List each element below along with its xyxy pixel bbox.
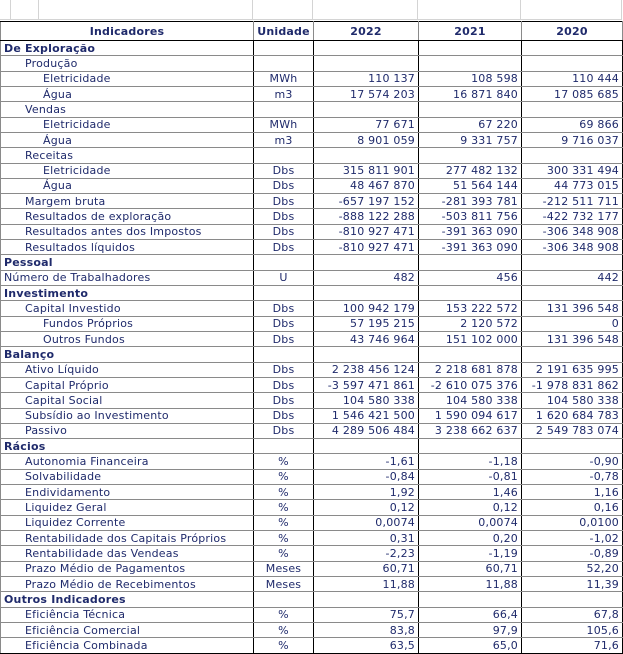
section-header-row xyxy=(1,255,623,270)
value-cell-2021[interactable]: 108 598 xyxy=(419,71,522,86)
unit-cell[interactable]: MWh xyxy=(254,71,314,86)
indicator-label[interactable]: Fundos Próprios xyxy=(1,316,254,331)
table-row xyxy=(1,224,623,239)
value-cell-2022[interactable]: 63,5 xyxy=(314,638,419,653)
value-cell-2021[interactable]: 3 238 662 637 xyxy=(419,423,522,438)
unit-cell[interactable]: m3 xyxy=(254,86,314,101)
empty-cell[interactable] xyxy=(419,439,522,454)
unit-cell[interactable]: % xyxy=(254,546,314,561)
unit-cell[interactable]: % xyxy=(254,500,314,515)
table-row xyxy=(1,178,623,193)
unit-cell[interactable]: Dbs xyxy=(254,301,314,316)
value-cell-2021[interactable]: 1 590 094 617 xyxy=(419,408,522,423)
indicator-label[interactable]: Rentabilidade dos Capitais Próprios xyxy=(1,531,254,546)
table-row xyxy=(1,469,623,484)
indicator-label[interactable]: Outros Fundos xyxy=(1,331,254,346)
table-row xyxy=(1,607,623,622)
value-cell-2020[interactable]: 1 620 684 783 xyxy=(522,408,623,423)
value-cell-2022[interactable]: -0,84 xyxy=(314,469,419,484)
grid-cell[interactable] xyxy=(39,0,253,20)
value-cell-2021[interactable]: 66,4 xyxy=(419,607,522,622)
value-cell-2020[interactable]: -1 978 831 862 xyxy=(522,377,623,392)
unit-cell[interactable]: Dbs xyxy=(254,163,314,178)
indicator-label[interactable]: Eletricidade xyxy=(1,117,254,132)
value-cell-2020[interactable]: 104 580 338 xyxy=(522,393,623,408)
unit-cell[interactable]: % xyxy=(254,454,314,469)
indicator-label[interactable]: Endividamento xyxy=(1,485,254,500)
value-cell-2022[interactable]: 110 137 xyxy=(314,71,419,86)
value-cell-2021[interactable]: -1,18 xyxy=(419,454,522,469)
section-title[interactable]: Pessoal xyxy=(1,255,254,270)
value-cell-2021[interactable]: 11,88 xyxy=(419,576,522,591)
empty-cell[interactable] xyxy=(314,286,419,301)
value-cell-2022[interactable]: -1,61 xyxy=(314,454,419,469)
table-row xyxy=(1,163,623,178)
value-cell-2021[interactable]: 9 331 757 xyxy=(419,132,522,147)
value-cell-2022[interactable]: 1 546 421 500 xyxy=(314,408,419,423)
value-cell-2021[interactable]: 0,20 xyxy=(419,531,522,546)
value-cell-2022[interactable]: 1,92 xyxy=(314,485,419,500)
value-cell-2020[interactable]: 69 866 xyxy=(522,117,623,132)
value-cell-2020[interactable]: 17 085 685 xyxy=(522,86,623,101)
grid-cell[interactable] xyxy=(313,0,418,20)
top-grid-strip xyxy=(0,0,623,22)
indicator-label[interactable]: Capital Investido xyxy=(1,301,254,316)
unit-cell[interactable]: % xyxy=(254,607,314,622)
unit-cell[interactable]: Dbs xyxy=(254,194,314,209)
value-cell-2021[interactable] xyxy=(419,148,522,163)
value-cell-2021[interactable]: -2 610 075 376 xyxy=(419,377,522,392)
empty-cell[interactable] xyxy=(522,347,623,362)
empty-cell[interactable] xyxy=(419,255,522,270)
unit-cell[interactable]: Dbs xyxy=(254,377,314,392)
value-cell-2021[interactable]: -391 363 090 xyxy=(419,240,522,255)
value-cell-2022[interactable]: 0,0074 xyxy=(314,515,419,530)
value-cell-2020[interactable]: 131 396 548 xyxy=(522,331,623,346)
value-cell-2021[interactable]: 153 222 572 xyxy=(419,301,522,316)
section-header-row xyxy=(1,41,623,56)
value-cell-2020[interactable]: -306 348 908 xyxy=(522,224,623,239)
value-cell-2022[interactable] xyxy=(314,102,419,117)
table-row xyxy=(1,270,623,285)
empty-cell[interactable] xyxy=(522,439,623,454)
value-cell-2021[interactable]: 97,9 xyxy=(419,622,522,637)
value-cell-2020[interactable]: -306 348 908 xyxy=(522,240,623,255)
value-cell-2022[interactable]: -657 197 152 xyxy=(314,194,419,209)
value-cell-2022[interactable]: 8 901 059 xyxy=(314,132,419,147)
value-cell-2022[interactable]: 11,88 xyxy=(314,576,419,591)
value-cell-2020[interactable] xyxy=(522,148,623,163)
unit-cell[interactable]: % xyxy=(254,515,314,530)
value-cell-2021[interactable]: 104 580 338 xyxy=(419,393,522,408)
value-cell-2022[interactable]: 482 xyxy=(314,270,419,285)
unit-cell[interactable]: Dbs xyxy=(254,423,314,438)
value-cell-2022[interactable]: 17 574 203 xyxy=(314,86,419,101)
value-cell-2021[interactable]: 51 564 144 xyxy=(419,178,522,193)
value-cell-2021[interactable]: 60,71 xyxy=(419,561,522,576)
empty-cell[interactable] xyxy=(314,592,419,607)
indicator-label[interactable]: Ativo Líquido xyxy=(1,362,254,377)
empty-cell[interactable] xyxy=(522,592,623,607)
indicator-label[interactable]: Eletricidade xyxy=(1,163,254,178)
value-cell-2021[interactable] xyxy=(419,56,522,71)
empty-cell[interactable] xyxy=(419,592,522,607)
unit-cell[interactable]: % xyxy=(254,622,314,637)
empty-cell[interactable] xyxy=(419,286,522,301)
value-cell-2021[interactable]: -1,19 xyxy=(419,546,522,561)
table-row xyxy=(1,393,623,408)
value-cell-2022[interactable]: 315 811 901 xyxy=(314,163,419,178)
table-row xyxy=(1,132,623,147)
value-cell-2022[interactable]: -3 597 471 861 xyxy=(314,377,419,392)
grid-cell[interactable] xyxy=(253,0,313,20)
indicator-label[interactable]: Água xyxy=(1,178,254,193)
value-cell-2022[interactable]: -888 122 288 xyxy=(314,209,419,224)
indicator-label[interactable]: Resultados líquidos xyxy=(1,240,254,255)
unit-cell[interactable]: Dbs xyxy=(254,178,314,193)
table-row xyxy=(1,622,623,637)
indicator-label[interactable]: Liquidez Corrente xyxy=(1,515,254,530)
indicators-table xyxy=(0,21,623,654)
value-cell-2021[interactable]: 151 102 000 xyxy=(419,331,522,346)
column-header-2022[interactable]: 2022 xyxy=(314,22,419,41)
indicator-label[interactable]: Água xyxy=(1,132,254,147)
table-body xyxy=(1,41,623,654)
value-cell-2020[interactable]: 9 716 037 xyxy=(522,132,623,147)
section-title[interactable]: Balanço xyxy=(1,347,254,362)
value-cell-2020[interactable]: 0,16 xyxy=(522,500,623,515)
unit-cell[interactable]: % xyxy=(254,531,314,546)
value-cell-2020[interactable]: 71,6 xyxy=(522,638,623,653)
value-cell-2021[interactable]: -503 811 756 xyxy=(419,209,522,224)
section-header-row xyxy=(1,439,623,454)
indicator-label[interactable]: Autonomia Financeira xyxy=(1,454,254,469)
value-cell-2020[interactable] xyxy=(522,102,623,117)
indicator-label[interactable]: Vendas xyxy=(1,102,254,117)
indicator-label[interactable]: Solvabilidade xyxy=(1,469,254,484)
unit-cell[interactable]: Dbs xyxy=(254,362,314,377)
value-cell-2021[interactable]: 0,0074 xyxy=(419,515,522,530)
section-title[interactable]: Rácios xyxy=(1,439,254,454)
value-cell-2020[interactable]: -212 511 711 xyxy=(522,194,623,209)
value-cell-2020[interactable]: -1,02 xyxy=(522,531,623,546)
empty-cell[interactable] xyxy=(522,255,623,270)
table-row xyxy=(1,377,623,392)
table-row xyxy=(1,240,623,255)
empty-cell[interactable] xyxy=(254,41,314,56)
value-cell-2021[interactable]: 2 120 572 xyxy=(419,316,522,331)
table-row xyxy=(1,117,623,132)
value-cell-2020[interactable]: 11,39 xyxy=(522,576,623,591)
value-cell-2022[interactable]: 4 289 506 484 xyxy=(314,423,419,438)
value-cell-2020[interactable]: 0 xyxy=(522,316,623,331)
value-cell-2022[interactable]: 48 467 870 xyxy=(314,178,419,193)
grid-cell[interactable] xyxy=(521,0,622,20)
table-row xyxy=(1,454,623,469)
table-row xyxy=(1,515,623,530)
indicator-label[interactable]: Produção xyxy=(1,56,254,71)
empty-cell[interactable] xyxy=(254,592,314,607)
table-row xyxy=(1,316,623,331)
table-row xyxy=(1,561,623,576)
unit-cell[interactable]: Dbs xyxy=(254,331,314,346)
unit-cell[interactable]: % xyxy=(254,638,314,653)
value-cell-2022[interactable]: 0,12 xyxy=(314,500,419,515)
value-cell-2022[interactable]: 75,7 xyxy=(314,607,419,622)
table-row xyxy=(1,148,623,163)
empty-cell[interactable] xyxy=(254,347,314,362)
table-row xyxy=(1,485,623,500)
empty-cell[interactable] xyxy=(314,41,419,56)
column-header-indicator[interactable]: Indicadores xyxy=(1,22,254,41)
column-header-2021[interactable]: 2021 xyxy=(419,22,522,41)
value-cell-2021[interactable]: 2 218 681 878 xyxy=(419,362,522,377)
section-title[interactable]: Investimento xyxy=(1,286,254,301)
value-cell-2022[interactable] xyxy=(314,148,419,163)
section-header-row xyxy=(1,286,623,301)
empty-cell[interactable] xyxy=(314,439,419,454)
unit-cell[interactable] xyxy=(254,102,314,117)
value-cell-2020[interactable]: 0,0100 xyxy=(522,515,623,530)
table-row xyxy=(1,56,623,71)
unit-cell[interactable]: Dbs xyxy=(254,316,314,331)
indicator-label[interactable]: Subsídio ao Investimento xyxy=(1,408,254,423)
empty-cell[interactable] xyxy=(522,286,623,301)
empty-cell[interactable] xyxy=(314,255,419,270)
indicator-label[interactable]: Número de Trabalhadores xyxy=(1,270,254,285)
table-row xyxy=(1,500,623,515)
unit-cell[interactable] xyxy=(254,56,314,71)
grid-cell[interactable] xyxy=(0,0,11,20)
indicator-label[interactable]: Receitas xyxy=(1,148,254,163)
indicator-label[interactable]: Eletricidade xyxy=(1,71,254,86)
section-title[interactable]: Outros Indicadores xyxy=(1,592,254,607)
value-cell-2022[interactable]: 77 671 xyxy=(314,117,419,132)
indicator-label[interactable]: Resultados de exploração xyxy=(1,209,254,224)
value-cell-2020[interactable]: -0,89 xyxy=(522,546,623,561)
indicator-label[interactable]: Eficiência Comercial xyxy=(1,622,254,637)
value-cell-2020[interactable]: -0,90 xyxy=(522,454,623,469)
unit-cell[interactable]: Dbs xyxy=(254,408,314,423)
table-row xyxy=(1,576,623,591)
section-header-row xyxy=(1,347,623,362)
empty-cell[interactable] xyxy=(254,439,314,454)
table-row xyxy=(1,408,623,423)
empty-cell[interactable] xyxy=(419,347,522,362)
value-cell-2021[interactable]: -391 363 090 xyxy=(419,224,522,239)
indicator-label[interactable]: Rentabilidade das Vendeas xyxy=(1,546,254,561)
value-cell-2022[interactable]: 100 942 179 xyxy=(314,301,419,316)
table-row xyxy=(1,423,623,438)
unit-cell[interactable]: Meses xyxy=(254,576,314,591)
value-cell-2020[interactable]: 300 331 494 xyxy=(522,163,623,178)
value-cell-2021[interactable]: 1,46 xyxy=(419,485,522,500)
value-cell-2022[interactable]: 57 195 215 xyxy=(314,316,419,331)
value-cell-2020[interactable]: 442 xyxy=(522,270,623,285)
indicator-label[interactable]: Margem bruta xyxy=(1,194,254,209)
empty-cell[interactable] xyxy=(254,286,314,301)
table-row xyxy=(1,86,623,101)
value-cell-2020[interactable]: 131 396 548 xyxy=(522,301,623,316)
value-cell-2020[interactable]: 105,6 xyxy=(522,622,623,637)
unit-cell[interactable]: Dbs xyxy=(254,224,314,239)
indicator-label[interactable]: Prazo Médio de Pagamentos xyxy=(1,561,254,576)
empty-cell[interactable] xyxy=(419,41,522,56)
value-cell-2021[interactable] xyxy=(419,102,522,117)
value-cell-2022[interactable]: 43 746 964 xyxy=(314,331,419,346)
table-row xyxy=(1,102,623,117)
value-cell-2020[interactable]: 1,16 xyxy=(522,485,623,500)
section-title[interactable]: De Exploração xyxy=(1,41,254,56)
unit-cell[interactable]: Dbs xyxy=(254,209,314,224)
value-cell-2020[interactable]: -0,78 xyxy=(522,469,623,484)
value-cell-2020[interactable]: 2 549 783 074 xyxy=(522,423,623,438)
header-row xyxy=(1,22,623,41)
indicator-label[interactable]: Passivo xyxy=(1,423,254,438)
column-header-2020[interactable]: 2020 xyxy=(522,22,623,41)
table-row xyxy=(1,638,623,653)
indicator-label[interactable]: Capital Social xyxy=(1,393,254,408)
value-cell-2021[interactable]: 67 220 xyxy=(419,117,522,132)
value-cell-2022[interactable]: -2,23 xyxy=(314,546,419,561)
grid-cell[interactable] xyxy=(418,0,521,20)
empty-cell[interactable] xyxy=(254,255,314,270)
unit-cell[interactable]: Dbs xyxy=(254,240,314,255)
indicator-label[interactable]: Eficiência Técnica xyxy=(1,607,254,622)
indicator-label[interactable]: Prazo Médio de Recebimentos xyxy=(1,576,254,591)
column-header-unit[interactable]: Unidade xyxy=(254,22,314,41)
empty-cell[interactable] xyxy=(314,347,419,362)
empty-cell[interactable] xyxy=(522,41,623,56)
indicator-label[interactable]: Água xyxy=(1,86,254,101)
value-cell-2022[interactable]: 104 580 338 xyxy=(314,393,419,408)
table-row xyxy=(1,331,623,346)
unit-cell[interactable] xyxy=(254,148,314,163)
table-row xyxy=(1,209,623,224)
table-row xyxy=(1,301,623,316)
value-cell-2021[interactable]: 65,0 xyxy=(419,638,522,653)
unit-cell[interactable]: % xyxy=(254,485,314,500)
value-cell-2022[interactable]: 0,31 xyxy=(314,531,419,546)
value-cell-2020[interactable]: 2 191 635 995 xyxy=(522,362,623,377)
value-cell-2022[interactable]: 83,8 xyxy=(314,622,419,637)
value-cell-2020[interactable]: 52,20 xyxy=(522,561,623,576)
value-cell-2022[interactable]: 60,71 xyxy=(314,561,419,576)
value-cell-2021[interactable]: 456 xyxy=(419,270,522,285)
section-header-row xyxy=(1,592,623,607)
indicator-label[interactable]: Resultados antes dos Impostos xyxy=(1,224,254,239)
unit-cell[interactable]: MWh xyxy=(254,117,314,132)
value-cell-2021[interactable]: 277 482 132 xyxy=(419,163,522,178)
table-row xyxy=(1,194,623,209)
table-row xyxy=(1,71,623,86)
table-row xyxy=(1,531,623,546)
indicator-label[interactable]: Liquidez Geral xyxy=(1,500,254,515)
value-cell-2022[interactable]: -810 927 471 xyxy=(314,240,419,255)
value-cell-2022[interactable] xyxy=(314,56,419,71)
value-cell-2022[interactable]: -810 927 471 xyxy=(314,224,419,239)
indicator-label[interactable]: Capital Próprio xyxy=(1,377,254,392)
indicator-label[interactable]: Eficiência Combinada xyxy=(1,638,254,653)
unit-cell[interactable]: Dbs xyxy=(254,393,314,408)
value-cell-2020[interactable] xyxy=(522,56,623,71)
value-cell-2020[interactable]: 110 444 xyxy=(522,71,623,86)
value-cell-2022[interactable]: 2 238 456 124 xyxy=(314,362,419,377)
value-cell-2021[interactable]: 16 871 840 xyxy=(419,86,522,101)
table-row xyxy=(1,546,623,561)
value-cell-2020[interactable]: 44 773 015 xyxy=(522,178,623,193)
value-cell-2021[interactable]: -281 393 781 xyxy=(419,194,522,209)
value-cell-2020[interactable]: 67,8 xyxy=(522,607,623,622)
unit-cell[interactable]: m3 xyxy=(254,132,314,147)
table-row xyxy=(1,362,623,377)
value-cell-2021[interactable]: 0,12 xyxy=(419,500,522,515)
grid-cell[interactable] xyxy=(11,0,39,20)
unit-cell[interactable]: % xyxy=(254,469,314,484)
unit-cell[interactable]: Meses xyxy=(254,561,314,576)
unit-cell[interactable]: U xyxy=(254,270,314,285)
value-cell-2020[interactable]: -422 732 177 xyxy=(522,209,623,224)
value-cell-2021[interactable]: -0,81 xyxy=(419,469,522,484)
